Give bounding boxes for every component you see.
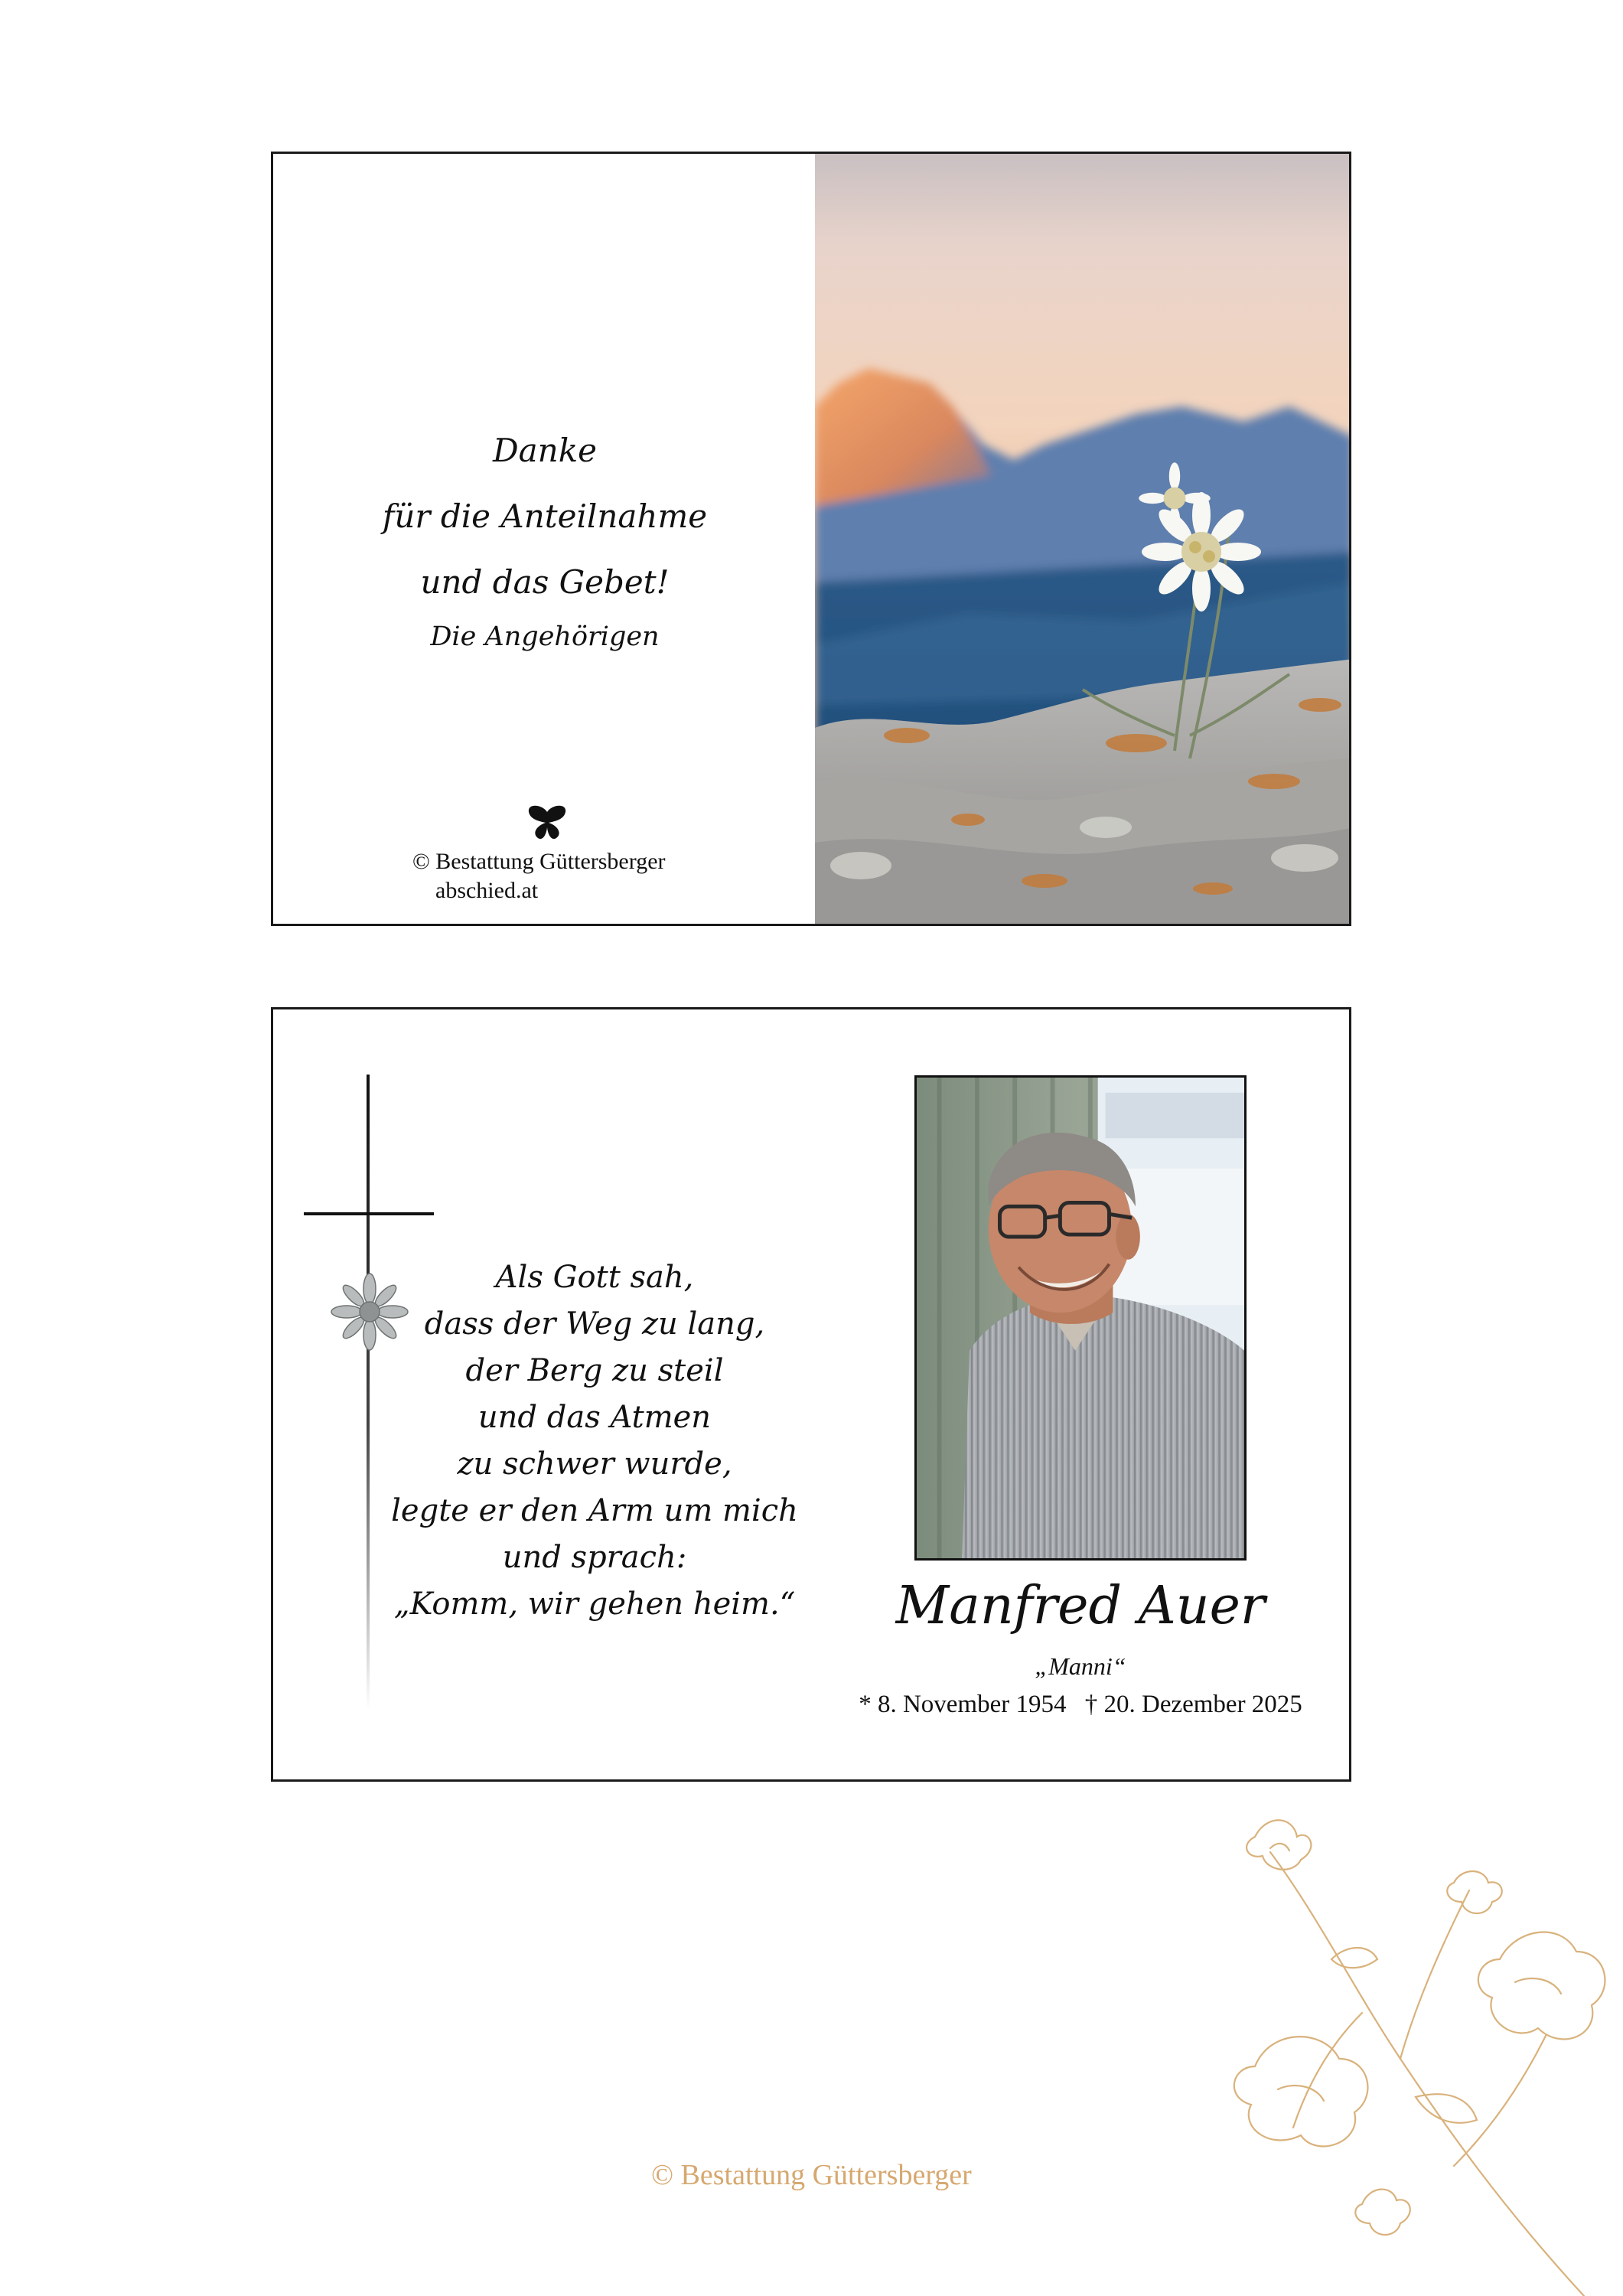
thank-you-text [273, 418, 816, 652]
poem-line: zu schwer wurde, [457, 1446, 732, 1482]
mountain-edelweiss-photo [815, 154, 1351, 924]
memorial-poem [380, 1254, 809, 1628]
thanks-line: und das Gebet! [420, 563, 670, 601]
signature: Die Angehörigen [430, 621, 660, 652]
footer-copyright: © Bestattung Güttersberger [651, 2159, 972, 2191]
website-link[interactable]: abschied.at [435, 878, 539, 903]
thanks-line: für die Anteilnahme [382, 497, 708, 535]
nickname: „Manni“ [1035, 1652, 1126, 1680]
memorial-card [271, 1007, 1351, 1782]
portrait-photo [914, 1075, 1247, 1561]
butterfly-icon [526, 804, 569, 841]
poem-line: und sprach: [502, 1540, 687, 1575]
birth-date: * 8. November 1954 [859, 1691, 1067, 1718]
poem-line: der Berg zu steil [465, 1353, 724, 1388]
death-date: † 20. Dezember 2025 [1084, 1691, 1302, 1718]
card-copyright [412, 847, 666, 905]
poem-line: und das Atmen [477, 1400, 712, 1435]
thanks-line: Danke [492, 432, 598, 469]
poem-line: legte er den Arm um mich [391, 1493, 798, 1528]
life-dates [809, 1691, 1351, 1719]
thank-you-card [271, 152, 1351, 926]
floral-line-art [1224, 1806, 1623, 2296]
deceased-name: Manfred Auer [895, 1576, 1266, 1636]
poem-line: Als Gott sah, [495, 1260, 694, 1295]
poem-line: dass der Weg zu lang, [424, 1306, 765, 1342]
poem-line: „Komm, wir gehen heim.“ [393, 1587, 796, 1622]
copyright-text: © Bestattung Güttersberger [412, 849, 666, 874]
